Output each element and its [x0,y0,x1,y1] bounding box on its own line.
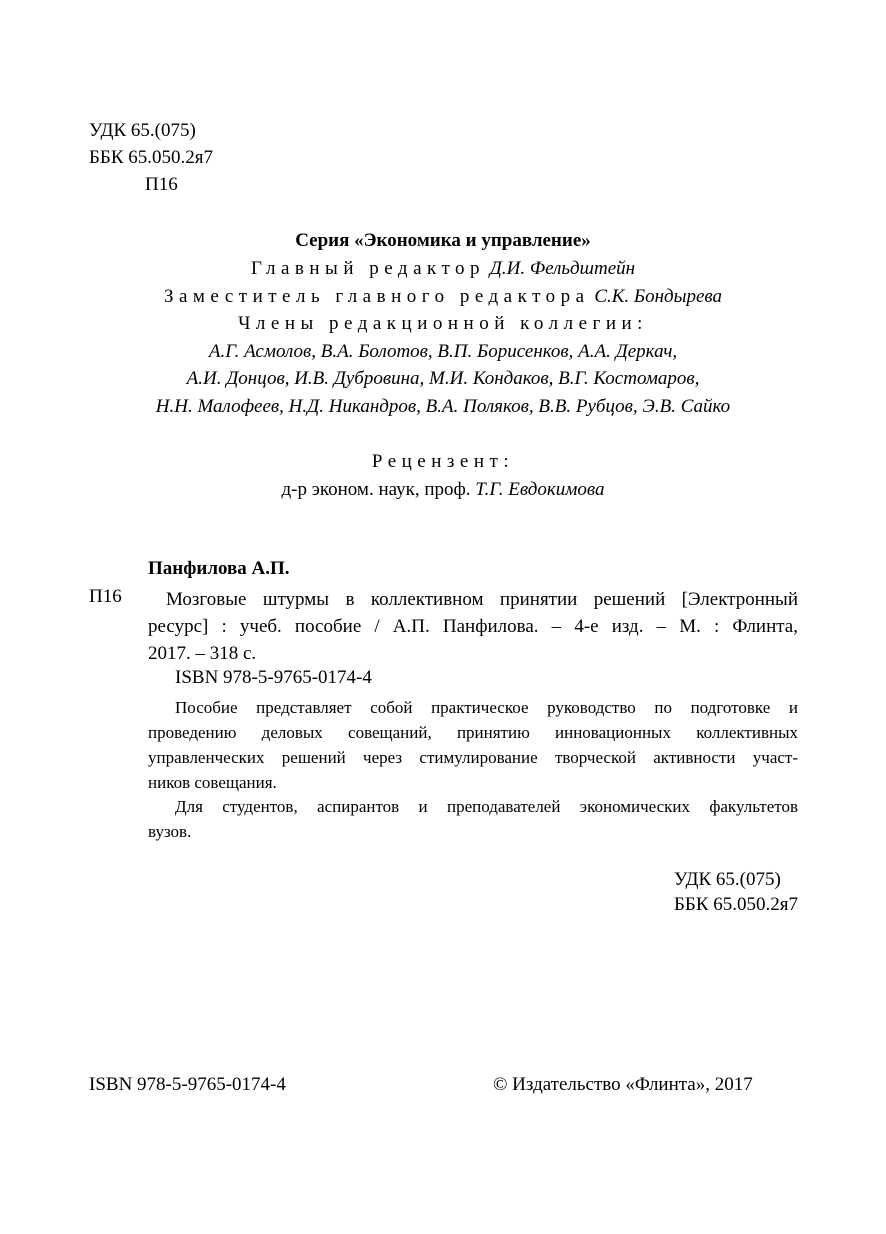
footer-isbn: ISBN 978-5-9765-0174-4 [89,1074,286,1095]
board-line-1: А.Г. Асмолов, В.А. Болотов, В.П. Борисенков, А.А. Деркач, [208,341,678,362]
annotation-line-1: Пособие представляет собой практическое руководство по подготовке и [175,698,798,717]
board-line-3: Н.Н. Малофеев, Н.Д. Никандров, В.А. Поляков, В.В. Рубцов, Э.В. Сайко [155,396,731,417]
annotation-line-2: проведению деловых совещаний, принятию инновационных коллективных [148,723,798,742]
card-description-line-1: Мозговые штурмы в коллективном принятии решений [Электронный [166,589,798,610]
card-description-line-2: ресурс] : учеб. пособие / А.П. Панфилова. – 4-е изд. – М. : Флинта, [148,616,798,637]
annotation-line-3: управленческих решений через стимулирование творческой активности участ- [148,748,798,767]
card-udk: УДК 65.(075) [674,869,781,890]
udk-top: УДК 65.(075) [89,120,196,141]
series-title: Серия «Экономика и управление» [295,230,591,251]
reviewer-name: Т.Г. Евдокимова [475,479,605,500]
audience-line-2: вузов. [148,822,192,841]
card-description-line-3: 2017. – 318 с. [148,643,257,664]
card-isbn: ISBN 978-5-9765-0174-4 [175,667,372,688]
card-author-mark: П16 [89,586,122,607]
chief-editor-label: Главный редактор [250,258,486,279]
card-description [148,586,798,667]
deputy-editor-label: Заместитель главного редактора [163,286,590,307]
audience-line-1: Для студентов, аспирантов и преподавателей экономических факультетов [175,797,798,816]
card-audience [148,794,798,844]
card-author: Панфилова А.П. [148,558,290,579]
board-line-2: А.И. Донцов, И.В. Дубровина, М.И. Кондаков, В.Г. Костомаров, [186,368,700,389]
board-label: Члены редакционной коллегии: [238,313,648,334]
reviewer-label: Рецензент: [371,451,515,472]
author-mark-top: П16 [145,174,178,195]
reviewer-line [0,479,886,501]
chief-editor-name: Д.И. Фельдштейн [489,258,636,279]
annotation-line-4: ников совещания. [148,773,277,792]
deputy-editor-name: С.К. Бондырева [594,286,723,307]
deputy-editor-line [0,286,886,308]
card-annotation [148,695,798,795]
footer-copyright: © Издательство «Флинта», 2017 [493,1074,753,1095]
bbk-top: ББК 65.050.2я7 [89,147,213,168]
card-bbk: ББК 65.050.2я7 [674,894,798,915]
reviewer-credentials: д-р эконом. наук, проф. [281,479,471,500]
chief-editor-line [0,258,886,280]
card-classification [674,869,798,916]
